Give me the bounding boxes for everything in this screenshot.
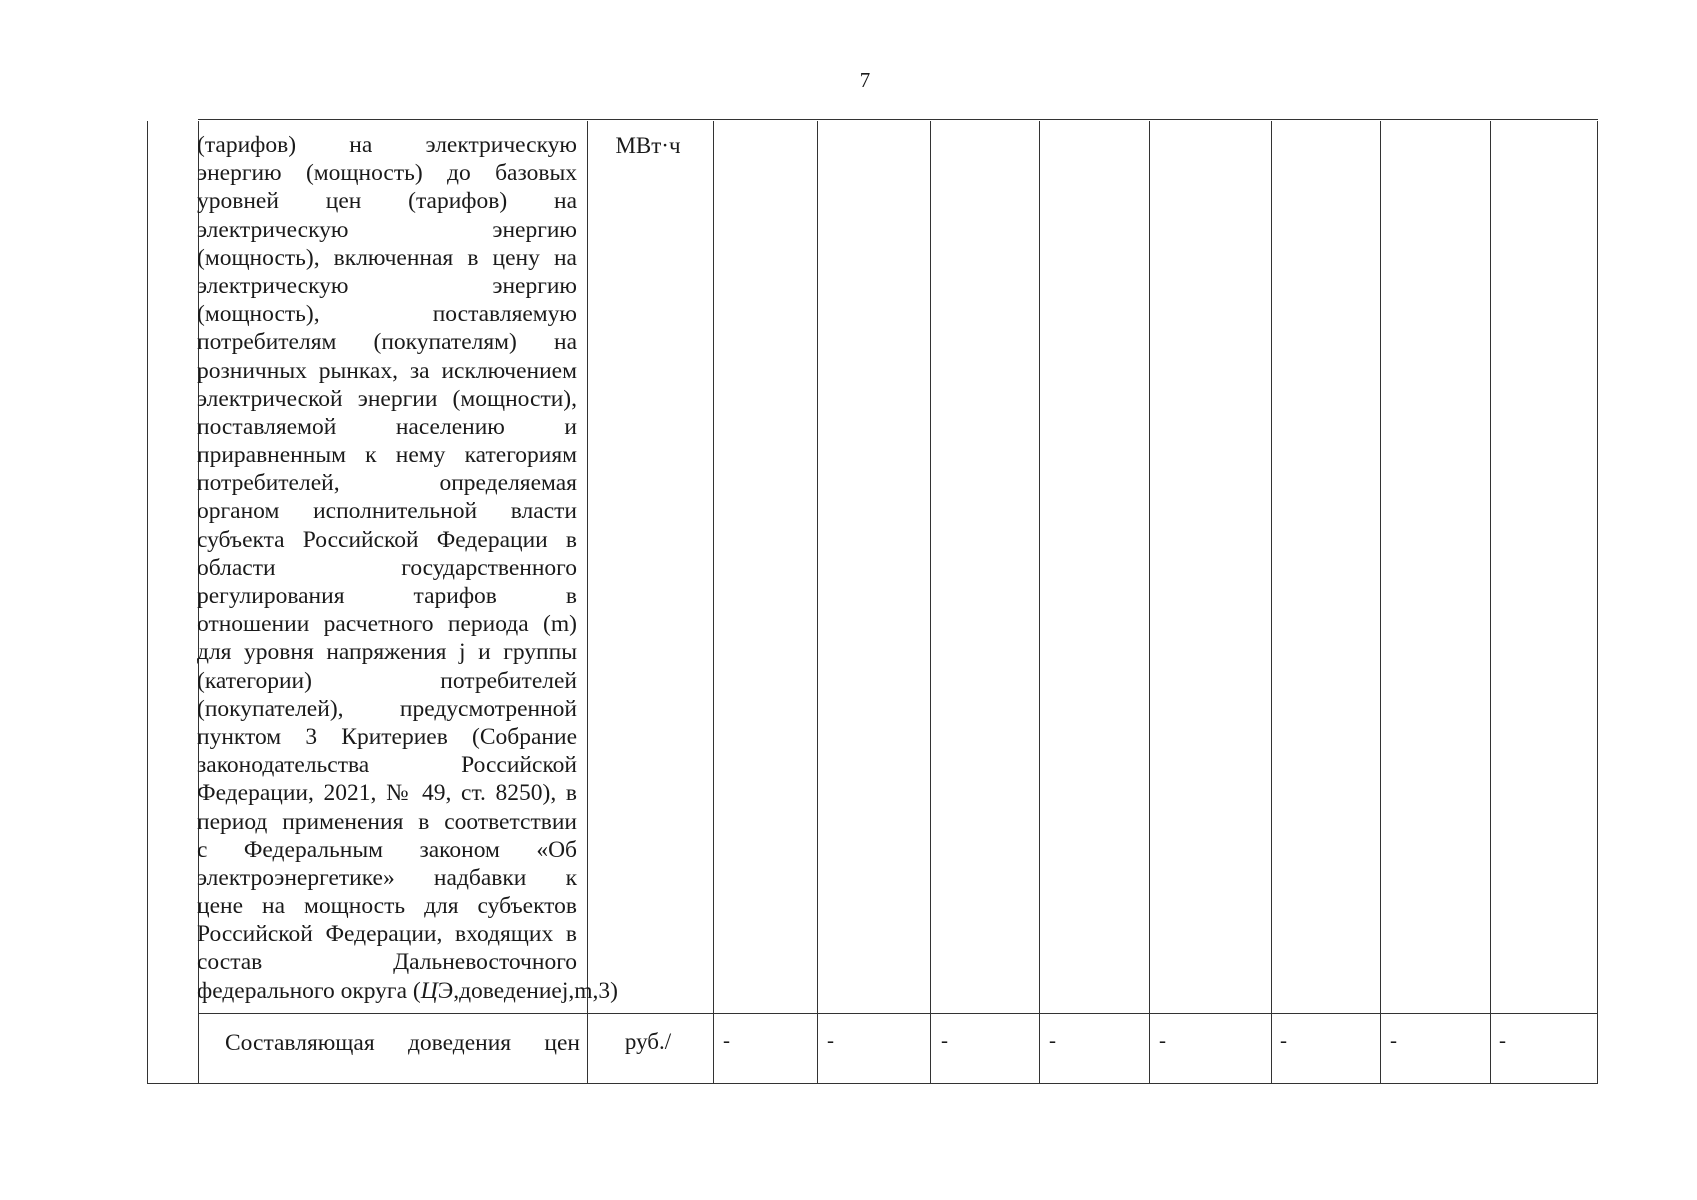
col-line-10 (1490, 121, 1491, 1084)
row2-value: - (1280, 1028, 1287, 1052)
desc-line: Российской Федерации, входящих в (197, 921, 577, 948)
price-symbol-indices (438, 978, 610, 1004)
row2-value: - (1499, 1028, 1506, 1052)
row2-value: - (1390, 1028, 1397, 1052)
row1-description (197, 131, 618, 1005)
desc-last-line (197, 977, 618, 1005)
col-line-8 (1271, 121, 1272, 1084)
col-line-4 (817, 121, 818, 1084)
desc-line: (тарифов) на электрическую (197, 132, 577, 158)
desc-line: (категории) потребителей (197, 667, 577, 694)
desc-line: период применения в соответствии (197, 808, 577, 835)
price-symbol: Ц (420, 977, 438, 1004)
price-symbol-sub: j,m,3 (561, 977, 611, 1004)
desc-line: пунктом 3 Критериев (Собрание (197, 723, 577, 750)
desc-line: области государственного (197, 554, 577, 581)
desc-line: энергию (мощность) до базовых (197, 160, 577, 187)
desc-line: законодательства Российской (197, 752, 577, 779)
desc-line: электрической энергии (мощности), (197, 385, 577, 412)
row-separator (198, 1013, 1598, 1014)
row2-value: - (1159, 1028, 1166, 1052)
desc-line: для уровня напряжения j и группы (197, 639, 577, 666)
desc-line: электрическую энергию (197, 216, 577, 243)
desc-last-suffix: ) (610, 977, 618, 1004)
row2-value: - (941, 1028, 948, 1052)
row2-label (225, 1030, 580, 1057)
desc-line: регулирования тарифов в (197, 583, 577, 609)
desc-line: (мощность), включенная в цену на (197, 244, 577, 271)
row2-value: - (723, 1028, 730, 1052)
row2-label-word: Составляющая (225, 1030, 375, 1056)
page-number: 7 (859, 68, 871, 92)
desc-line: электрическую энергию (197, 272, 577, 299)
desc-line: потребителям (покупателям) на (197, 329, 577, 356)
desc-line: с Федеральным законом «Об (197, 836, 577, 863)
row1-unit: МВт·ч (615, 133, 681, 158)
desc-line: органом исполнительной власти (197, 498, 577, 525)
desc-line: Федерации, 2021, № 49, ст. 8250), в (197, 780, 577, 807)
desc-line: отношении расчетного периода (m) (197, 611, 577, 638)
desc-line: состав Дальневосточного (197, 949, 577, 976)
desc-line: цене на мощность для субъектов (197, 893, 577, 920)
desc-line: розничных рынках, за исключением (197, 357, 577, 384)
row2-unit: руб./ (624, 1029, 672, 1054)
desc-line: (покупателей), предусмотренной (197, 695, 577, 722)
desc-line: субъекта Российской Федерации в (197, 526, 577, 553)
col-line-5 (930, 121, 931, 1084)
col-line-9 (1380, 121, 1381, 1084)
row2-value: - (827, 1028, 834, 1052)
table-top-border (198, 119, 1598, 120)
row2-label-word: доведения (407, 1030, 512, 1056)
desc-line: электроэнергетике» надбавки к (197, 864, 577, 891)
row2-label-word: цен (544, 1030, 580, 1056)
col-line-6 (1039, 121, 1040, 1084)
col-line-3 (713, 121, 714, 1084)
col-line-2 (587, 121, 588, 1084)
desc-line: уровней цен (тарифов) на (197, 188, 577, 215)
desc-line: приравненным к нему категориям (197, 442, 577, 469)
desc-last-prefix: федерального округа ( (197, 977, 421, 1004)
price-symbol-sup: Э,доведение (437, 977, 562, 1004)
col-line-7 (1149, 121, 1150, 1084)
row2-value: - (1049, 1028, 1056, 1052)
desc-line: (мощность), поставляемую (197, 301, 577, 328)
desc-line: потребителей, определяемая (197, 470, 577, 497)
desc-line: поставляемой населению и (197, 413, 577, 440)
